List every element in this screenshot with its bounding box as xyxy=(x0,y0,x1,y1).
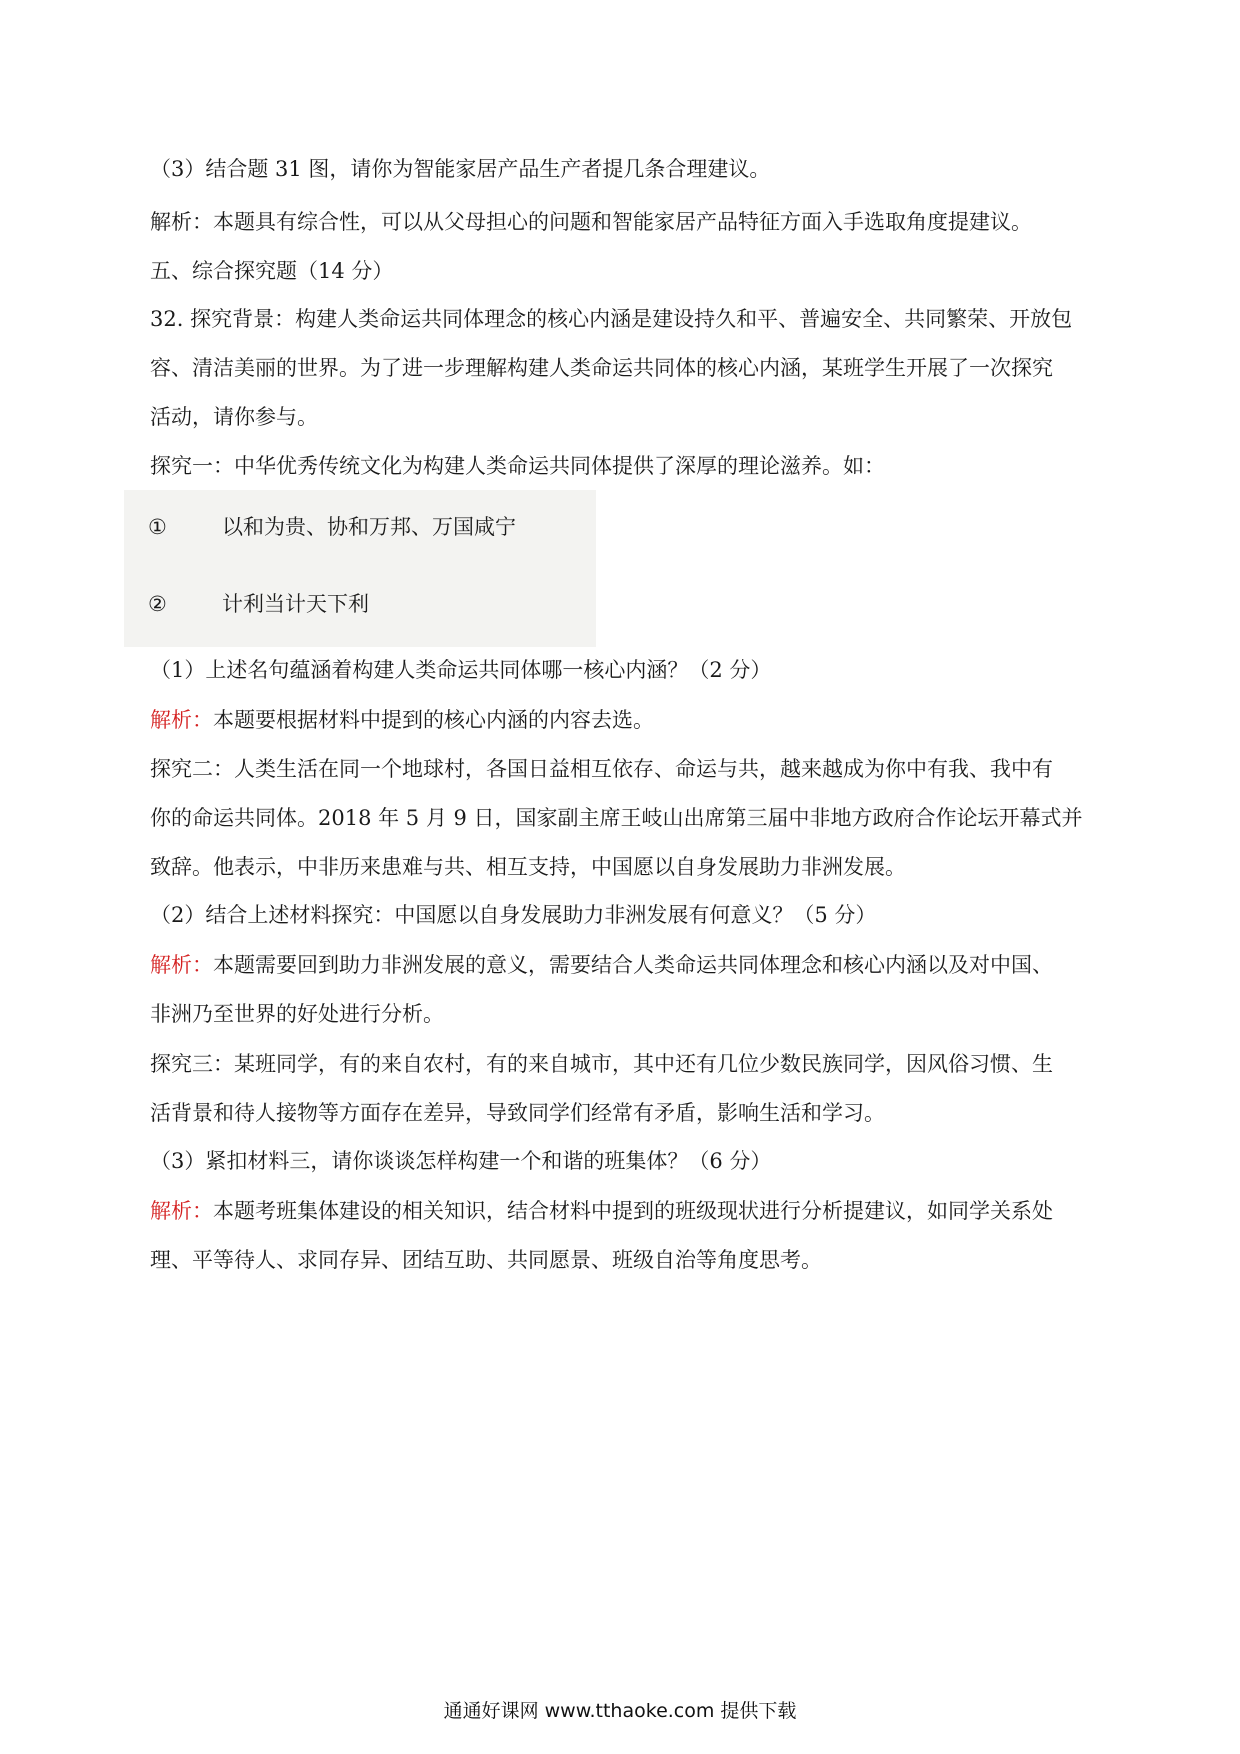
question-32-background-line-3: 活动，请你参与。 xyxy=(150,405,318,429)
analysis-label: 解析： xyxy=(150,953,213,977)
question-32-background-line-1: 32. 探究背景：构建人类命运共同体理念的核心内涵是建设持久和平、普遍安全、共同繁荣、开放包 xyxy=(150,307,1073,331)
analysis-32-1: 解析：本题要根据材料中提到的核心内涵的内容去选。 xyxy=(150,708,654,732)
analysis-31-3: 解析：本题具有综合性，可以从父母担心的问题和智能家居产品特征方面入手选取角度提建议。 xyxy=(150,210,1032,234)
question-32-3: （3）紧扣材料三，请你谈谈怎样构建一个和谐的班集体？（6 分） xyxy=(150,1149,772,1173)
quotes-box xyxy=(124,490,596,647)
explore-2-line-2: 你的命运共同体。2018 年 5 月 9 日，国家副主席王岐山出席第三届中非地方政府合作论坛开幕式并 xyxy=(150,806,1083,830)
footer-watermark: 通通好课网 www.tthaoke.com 提供下载 xyxy=(443,1700,797,1722)
question-31-3: （3）结合题 31 图，请你为智能家居产品生产者提几条合理建议。 xyxy=(150,157,771,181)
quote-text: 计利当计天下利 xyxy=(222,592,369,616)
analysis-label: 解析： xyxy=(150,708,213,732)
question-32-1: （1）上述名句蕴涵着构建人类命运共同体哪一核心内涵？（2 分） xyxy=(150,658,772,682)
analysis-32-3-line-2: 理、平等待人、求同存异、团结互助、共同愿景、班级自治等角度思考。 xyxy=(150,1248,822,1272)
explore-2-line-3: 致辞。他表示，中非历来患难与共、相互支持，中国愿以自身发展助力非洲发展。 xyxy=(150,855,906,879)
explore-1: 探究一：中华优秀传统文化为构建人类命运共同体提供了深厚的理论滋养。如： xyxy=(150,454,885,478)
analysis-32-3-line-1: 解析：本题考班集体建设的相关知识，结合材料中提到的班级现状进行分析提建议，如同学关系处 xyxy=(150,1199,1053,1223)
quote-text: 以和为贵、协和万邦、万国咸宁 xyxy=(222,515,516,539)
explore-3-line-2: 活背景和待人接物等方面存在差异，导致同学们经常有矛盾，影响生活和学习。 xyxy=(150,1101,885,1125)
analysis-label: 解析： xyxy=(150,210,213,234)
analysis-32-2-line-2: 非洲乃至世界的好处进行分析。 xyxy=(150,1002,444,1026)
question-32-background-line-2: 容、清洁美丽的世界。为了进一步理解构建人类命运共同体的核心内涵，某班学生开展了一次探究 xyxy=(150,356,1053,380)
explore-3-line-1: 探究三：某班同学，有的来自农村，有的来自城市，其中还有几位少数民族同学，因风俗习惯、生 xyxy=(150,1052,1053,1076)
quote-item xyxy=(148,513,516,541)
analysis-label: 解析： xyxy=(150,1199,213,1223)
quote-item xyxy=(148,590,369,618)
quote-number: ① xyxy=(148,515,167,539)
section-heading: 五、综合探究题（14 分） xyxy=(150,259,394,283)
quote-number: ② xyxy=(148,592,167,616)
question-32-2: （2）结合上述材料探究：中国愿以自身发展助力非洲发展有何意义？（5 分） xyxy=(150,903,877,927)
analysis-32-2-line-1: 解析：本题需要回到助力非洲发展的意义，需要结合人类命运共同体理念和核心内涵以及对中国、 xyxy=(150,953,1053,977)
explore-2-line-1: 探究二：人类生活在同一个地球村，各国日益相互依存、命运与共，越来越成为你中有我、我中有 xyxy=(150,757,1053,781)
